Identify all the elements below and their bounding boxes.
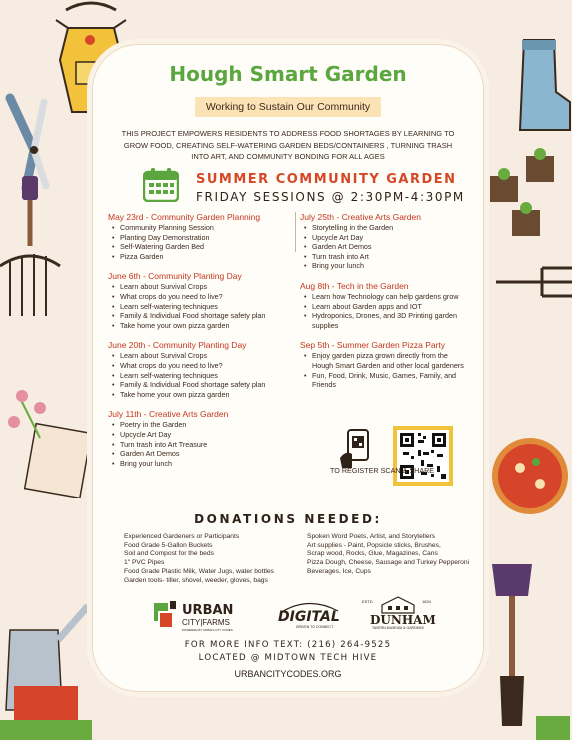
list-item: • Bring your lunch	[120, 459, 298, 469]
location-text: LOCATED @ MIDTOWN TECH HIVE	[198, 653, 378, 663]
dunham-logo-tagline: TAVERN MUSEUM & GARDENS	[372, 626, 424, 629]
intro-text: THIS PROJECT EMPOWERS RESIDENTS TO ADDRESS FOOD SHORTAGES BY LEARNING TO GROW FOOD, CREATING SELF-WATERING GARDEN BEDS/CONTAINERS , TURNING TRASH INTO ART, AND COMMUNITY BONDING FOR ALL AGES	[121, 129, 455, 161]
list-item: Food Grade 5-Gallon Buckets	[124, 541, 213, 549]
list-item: • Storytelling in the Garden	[312, 223, 468, 233]
list-item: Scrap wood, Rocks, Glue, Magazines, Cans	[307, 550, 438, 558]
list-item: 1" PVC Pipes	[124, 559, 165, 567]
list-item: • Community Planning Session	[120, 223, 298, 233]
urban-logo-text: URBAN	[182, 603, 234, 618]
flyer-subtitle: Working to Sustain Our Community	[195, 97, 381, 117]
digital-logo-tagline: DRIVEN TO CONNECT	[296, 625, 334, 629]
list-item: Art supplies - Paint, Popsicle sticks, Brushes,	[307, 541, 441, 549]
website-link[interactable]: URBANCITYCODES.ORG	[234, 669, 342, 679]
session-june-6	[108, 271, 298, 330]
phone-scan-icon	[338, 428, 378, 468]
session-heading: Aug 8th - Tech in the Garden	[300, 280, 409, 291]
session-heading: July 11th - Creative Arts Garden	[108, 409, 229, 420]
list-item: • Learn about Survival Crops	[120, 351, 298, 361]
list-item: Spoken Word Poets, Artist, and Storytellers	[307, 533, 436, 540]
list-item: Soil and Compost for the beds	[124, 550, 214, 558]
list-item: • Family & Individual Food shortage safety plan	[120, 380, 298, 390]
list-item: Beverages, Ice, Cups	[307, 567, 371, 575]
schedule-time: FRIDAY SESSIONS @ 2:30PM-4:30PM	[196, 190, 465, 204]
list-item: • Turn trash into Art	[312, 252, 468, 262]
list-item: • Take home your own pizza garden	[120, 321, 298, 331]
session-heading: June 20th - Community Planting Day	[108, 340, 247, 351]
digital-logo-text: DIGITAL	[278, 609, 340, 625]
pizza-icon	[486, 432, 572, 518]
sessions-right-column	[300, 212, 468, 400]
list-item: • Hydroponics, Drones, and 3D Printing garden supplies	[312, 311, 468, 330]
dunham-est: ESTD	[362, 599, 373, 604]
session-heading: Sep 5th - Summer Garden Pizza Party	[300, 340, 446, 351]
info-text: FOR MORE INFO TEXT: (216) 264-9525	[184, 640, 392, 650]
list-item: • Garden Art Demos	[312, 242, 468, 252]
list-item: • Planting Day Demonstration	[120, 233, 298, 243]
donations-right-list	[307, 533, 477, 577]
list-item: Garden tools- tiller, shovel, weeder, gloves, bags	[124, 576, 268, 584]
list-item: • Poetry in the Garden	[120, 420, 298, 430]
session-sep-5	[300, 340, 468, 389]
dunham-logo-text: DUNHAM	[370, 613, 436, 627]
schedule-title: SUMMER COMMUNITY GARDEN	[196, 172, 457, 187]
list-item: Experienced Gardeners or Participants	[124, 533, 240, 540]
list-item: • What crops do you need to live?	[120, 361, 298, 371]
urban-logo-tagline: POWERED BY URBAN CITY CODES	[182, 628, 233, 632]
list-item: • Garden Art Demos	[120, 449, 298, 459]
list-item: • Learn self-watering techniques	[120, 302, 298, 312]
dunham-logo	[358, 591, 438, 629]
qr-code[interactable]	[393, 426, 453, 486]
shovel-icon	[478, 556, 572, 740]
list-item: • Learn self-watering techniques	[120, 371, 298, 381]
list-item: Food Grade Plastic Milk, Water Jugs, water bottles	[124, 567, 274, 575]
list-item: • Turn trash into Art Treasure	[120, 440, 298, 450]
list-item: • Enjoy garden pizza grown directly from the Hough Smart Garden and other local gardeners	[312, 351, 468, 370]
session-july-11	[108, 409, 298, 468]
session-may-23	[108, 212, 298, 261]
session-heading: May 23rd - Community Garden Planning	[108, 212, 261, 222]
calendar-icon	[143, 168, 179, 202]
garden-fork-icon	[496, 262, 572, 302]
digital-logo	[274, 597, 344, 635]
list-item: • What crops do you need to live?	[120, 292, 298, 302]
list-item: • Fun, Food, Drink, Music, Games, Family, and Friends	[312, 371, 468, 390]
list-item: • Family & Individual Food shortage safety plan	[120, 311, 298, 321]
sessions-left-column	[108, 212, 298, 478]
dunham-year: 1824	[422, 599, 431, 604]
list-item: • Take home your own pizza garden	[120, 390, 298, 400]
donations-left-list	[124, 533, 299, 585]
notebook-flowers-icon	[0, 378, 92, 498]
session-june-20	[108, 340, 298, 399]
session-aug-8	[300, 281, 468, 330]
session-july-25	[300, 212, 468, 271]
urban-logo-sub: CITY|FARMS	[182, 618, 230, 627]
list-item: • Pizza Garden	[120, 252, 298, 262]
session-heading: June 6th - Community Planting Day	[108, 271, 242, 282]
donations-title: DONATIONS NEEDED:	[194, 512, 382, 526]
list-item: Pizza Dough, Cheese, Sausage and Turkey Pepperoni	[307, 559, 470, 567]
flyer-title: Hough Smart Garden	[169, 62, 407, 86]
seedling-tray-icon	[486, 146, 572, 250]
list-item: • Learn about Survival Crops	[120, 282, 298, 292]
list-item: • Upcycle Art Day	[120, 430, 298, 440]
rubber-boot-icon	[500, 30, 572, 140]
list-item: • Learn how Technology can help gardens grow	[312, 292, 468, 302]
urban-city-farms-logo	[150, 597, 250, 635]
watering-can-icon	[0, 590, 92, 740]
list-item: • Upcycle Art Day	[312, 233, 468, 243]
session-heading: July 25th - Creative Arts Garden	[300, 212, 421, 222]
sponsor-logos	[150, 597, 440, 635]
register-text: TO REGISTER SCAN & SHARE	[330, 466, 435, 475]
rake-icon	[0, 176, 70, 326]
list-item: • Bring your lunch	[312, 261, 468, 271]
list-item: • Self-Watering Garden Bed	[120, 242, 298, 252]
list-item: • Learn about Garden apps and IOT	[312, 302, 468, 312]
